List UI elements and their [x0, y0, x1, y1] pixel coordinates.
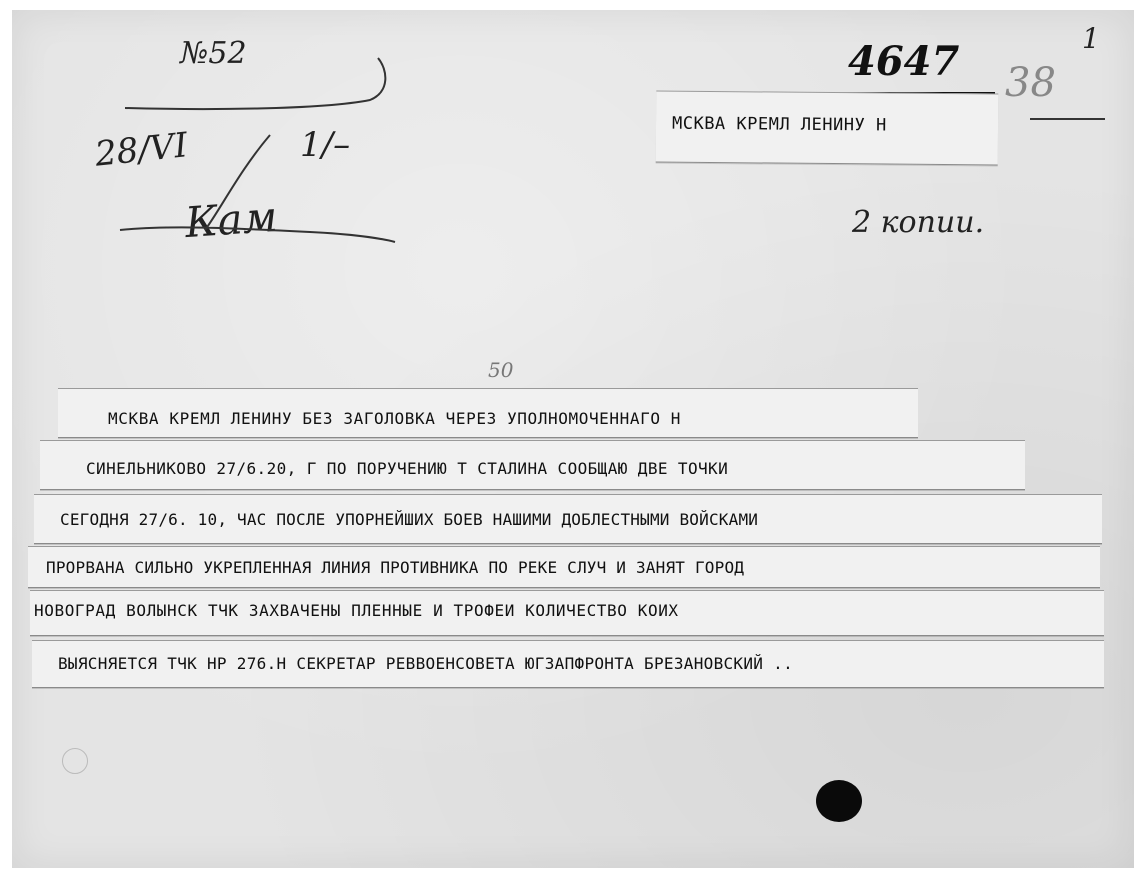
handwritten-fraction: 1/– [300, 125, 351, 165]
body-line-5: НОВОГРАД ВОЛЫНСК ТЧК ЗАХВАЧЕНЫ ПЛЕННЫЕ И ТРОФЕИ КОЛИЧЕСТВО КОИХ [34, 601, 679, 620]
body-line-4: ПРОРВАНА СИЛЬНО УКРЕПЛЕННАЯ ЛИНИЯ ПРОТИВНИКА ПО РЕКЕ СЛУЧ И ЗАНЯТ ГОРОД [46, 558, 745, 577]
body-line-6: ВЫЯСНЯЕТСЯ ТЧК НР 276.Н СЕКРЕТАР РЕВВОЕНСОВЕТА ЮГЗАПФРОНТА БРЕЗАНОВСКИЙ .. [58, 654, 794, 673]
registration-suffix: 38 [1005, 60, 1056, 106]
body-tape-3 [34, 494, 1102, 544]
handwritten-bracket [120, 40, 390, 120]
page-number: 1 [1082, 22, 1100, 55]
body-tape-4 [28, 546, 1100, 588]
copies-note: 2 копии. [852, 205, 985, 240]
body-tape-5 [30, 590, 1104, 636]
header-tape [656, 91, 999, 166]
handwritten-signature: Кам [183, 191, 279, 248]
body-line-2: СИНЕЛЬНИКОВО 27/6.20, Г ПО ПОРУЧЕНИЮ Т СТАЛИНА СООБЩАЮ ДВЕ ТОЧКИ [86, 459, 729, 478]
body-line-3: СЕГОДНЯ 27/6. 10, ЧАС ПОСЛЕ УПОРНЕЙШИХ БОЕВ НАШИМИ ДОБЛЕСТНЫМИ ВОЙСКАМИ [60, 510, 759, 529]
body-line-1: МСКВА КРЕМЛ ЛЕНИНУ БЕЗ ЗАГОЛОВКА ЧЕРЕЗ УПОЛНОМОЧЕННАГО Н [108, 409, 682, 428]
header-tape-text: МСКВА КРЕМЛ ЛЕНИНУ Н [671, 113, 887, 136]
hole-mark [62, 748, 88, 774]
body-tape-1 [58, 388, 918, 438]
ink-blot [816, 780, 862, 822]
margin-dash [1030, 118, 1105, 120]
registration-number: 4647 [848, 38, 960, 85]
signature-flourish [110, 130, 400, 260]
pencil-mark: 50 [488, 358, 514, 382]
handwritten-number: №52 [180, 36, 247, 71]
body-tape-2 [40, 440, 1025, 490]
handwritten-date: 28/VI [93, 125, 190, 175]
body-tape-6 [32, 640, 1104, 688]
